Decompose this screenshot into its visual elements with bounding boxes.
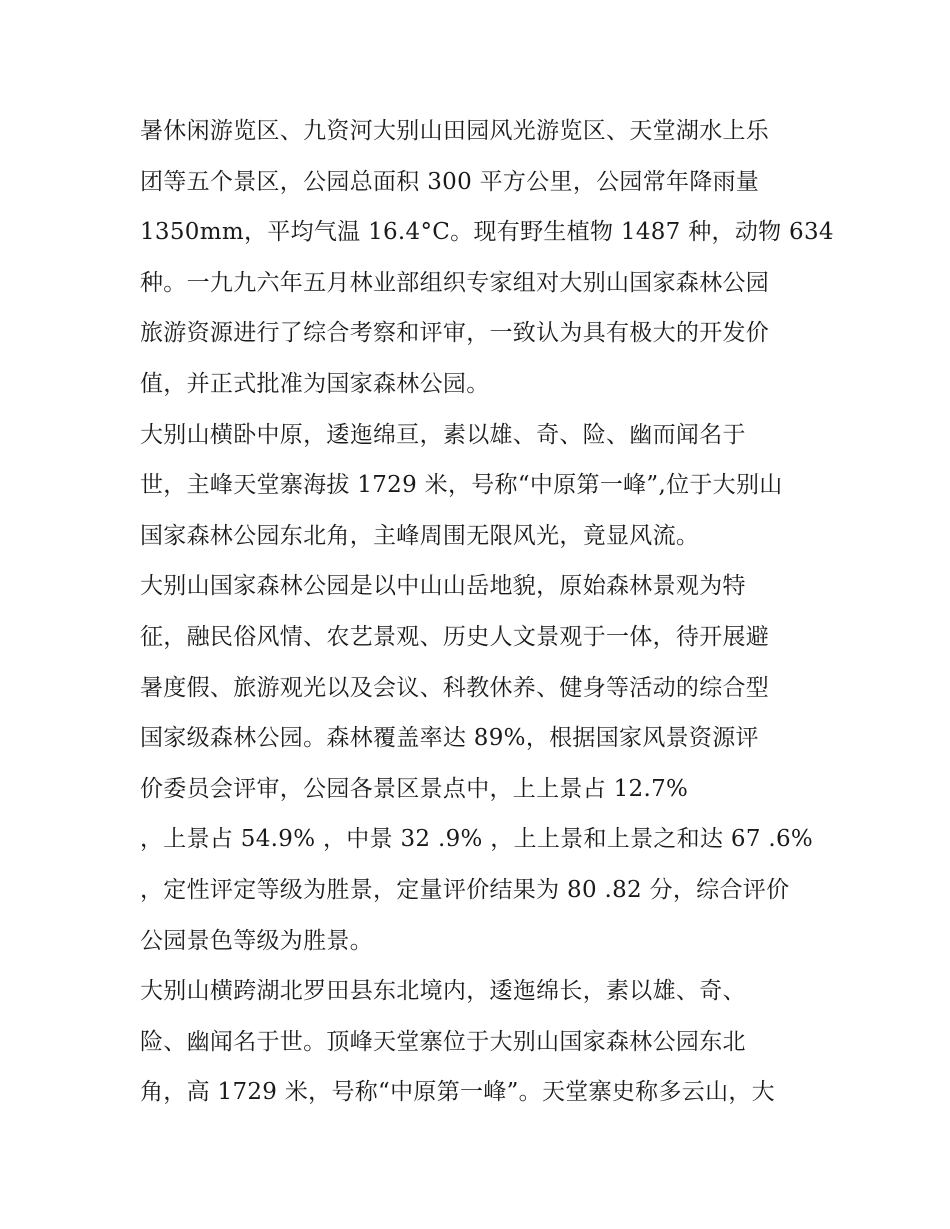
text-line: 国家级森林公园。森林覆盖率达 89%，根据国家风景资源评	[140, 725, 759, 752]
text-line: 暑度假、旅游观光以及会议、科教休养、健身等活动的综合型	[140, 674, 770, 701]
text-line: 角，高 1729 米，号称“中原第一峰”。天堂寨史称多云山，大	[140, 1079, 775, 1106]
text-line: 值，并正式批准为国家森林公园。	[140, 370, 490, 397]
text-line: 价委员会评审，公园各景区景点中，上上景占 12.7%	[140, 775, 689, 802]
text-line: 世，主峰天堂寨海拔 1729 米，号称“中原第一峰”,位于大别山	[140, 472, 783, 499]
text-line: 大别山国家森林公园是以中山山岳地貌，原始森林景观为特	[140, 573, 746, 600]
text-line: 公园景色等级为胜景。	[140, 927, 373, 954]
text-line: 国家森林公园东北角，主峰周围无限风光，竟显风流。	[140, 522, 700, 549]
text-line: 旅游资源进行了综合考察和评审，一致认为具有极大的开发价	[140, 320, 770, 347]
text-line: 征，融民俗风情、农艺景观、历史人文景观于一体，待开展避	[140, 623, 770, 650]
text-line: 1350mm，平均气温 16.4°C。现有野生植物 1487 种，动物 634	[140, 219, 834, 246]
text-line: 种。一九九六年五月林业部组织专家组对大别山国家森林公园	[140, 269, 770, 296]
text-line: ，定性评定等级为胜景，定量评价结果为 80 .82 分，综合评价	[140, 876, 790, 903]
body-text	[140, 106, 834, 1118]
text-line: ，上景占 54.9% ，中景 32 .9% ，上上景和上景之和达 67 .6%	[140, 826, 814, 853]
text-line: 团等五个景区，公园总面积 300 平方公里，公园常年降雨量	[140, 168, 760, 195]
text-line: 大别山横卧中原，逶迤绵亘，素以雄、奇、险、幽而闻名于	[140, 421, 746, 448]
text-line: 险、幽闻名于世。顶峰天堂寨位于大别山国家森林公园东北	[140, 1028, 746, 1055]
text-line: 暑休闲游览区、九资河大别山田园风光游览区、天堂湖水上乐	[140, 118, 770, 144]
text-line: 大别山横跨湖北罗田县东北境内，逶迤绵长，素以雄、奇、	[140, 978, 746, 1005]
